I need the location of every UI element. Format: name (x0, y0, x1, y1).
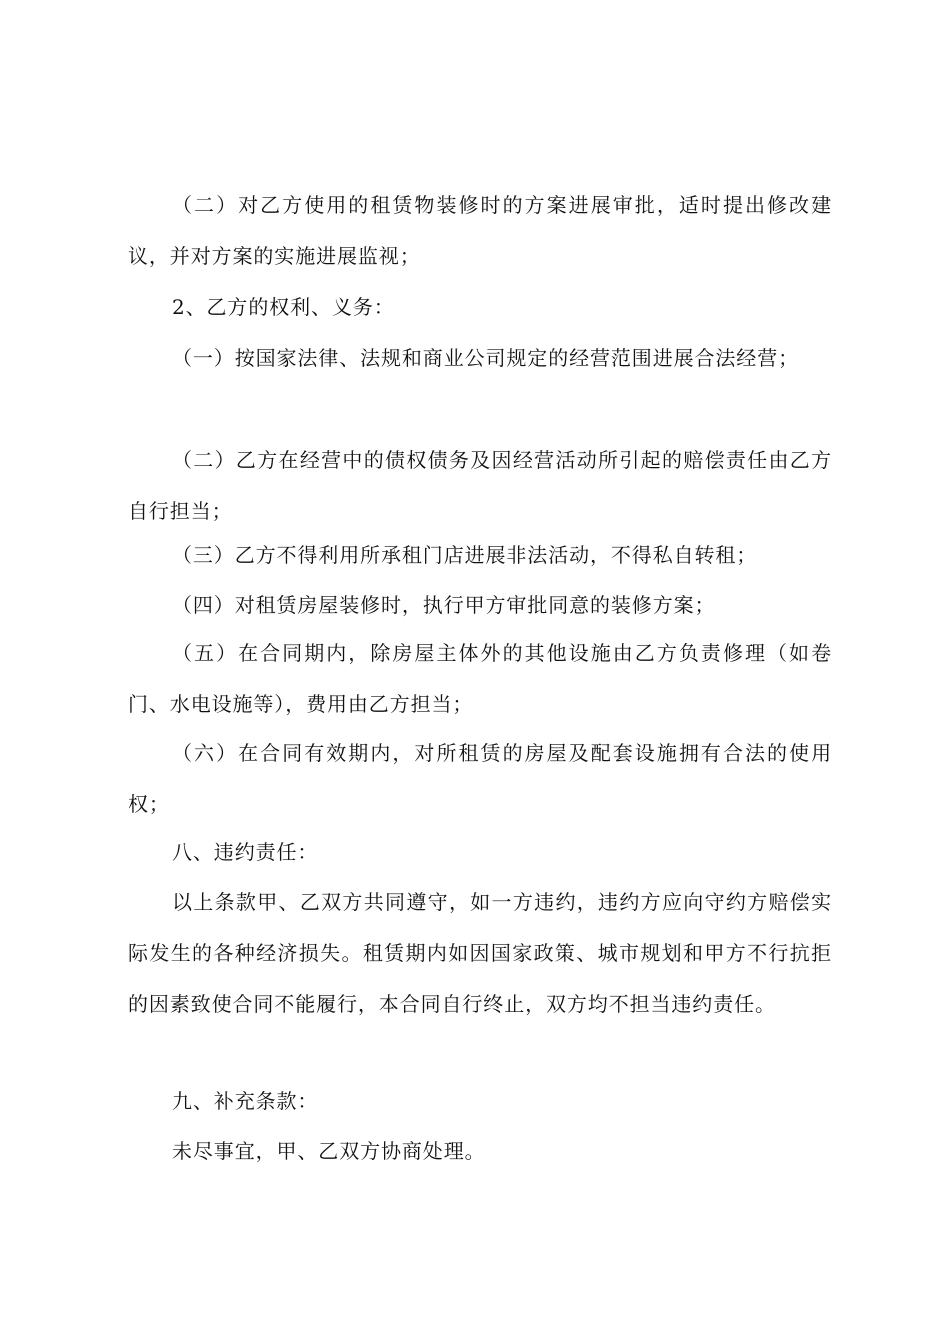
heading-lessee-rights: 2、乙方的权利、义务： (172, 295, 395, 319)
heading-supplementary: 九、补充条款： (172, 1089, 319, 1113)
clause-lessor-2: （二）对乙方使用的租赁物装修时的方案进展审批，适时提出修改建议，并对方案的实施进展监视； (128, 193, 832, 268)
clause-breach: 以上条款甲、乙双方共同遵守，如一方违约，违约方应向守约方赔偿实际发生的各种经济损失。租赁期内如因国家政策、城市规划和甲方不行抗拒的因素致使合同不能履行，本合同自行终止，双方均不担当违约责任。 (128, 890, 832, 1016)
clause-lessee-5: （五）在合同期内，除房屋主体外的其他设施由乙方负责修理（如卷门、水电设施等），费用由乙方担当； (128, 641, 832, 716)
clause-lessee-4: （四）对租赁房屋装修时，执行甲方审批同意的装修方案； (172, 593, 716, 617)
clause-lessee-3: （三）乙方不得利用所承租门店进展非法活动，不得私自转租； (172, 543, 758, 567)
clause-lessee-1: （一）按国家法律、法规和商业公司规定的经营范围进展合法经营； (172, 346, 799, 370)
clause-lessee-2: （二）乙方在经营中的债权债务及因经营活动所引起的赔偿责任由乙方自行担当； (128, 448, 832, 523)
clause-supplementary: 未尽事宜，甲、乙双方协商处理。 (172, 1139, 486, 1163)
heading-breach: 八、违约责任： (172, 840, 319, 864)
clause-lessee-6: （六）在合同有效期内，对所租赁的房屋及配套设施拥有合法的使用权； (128, 741, 832, 816)
